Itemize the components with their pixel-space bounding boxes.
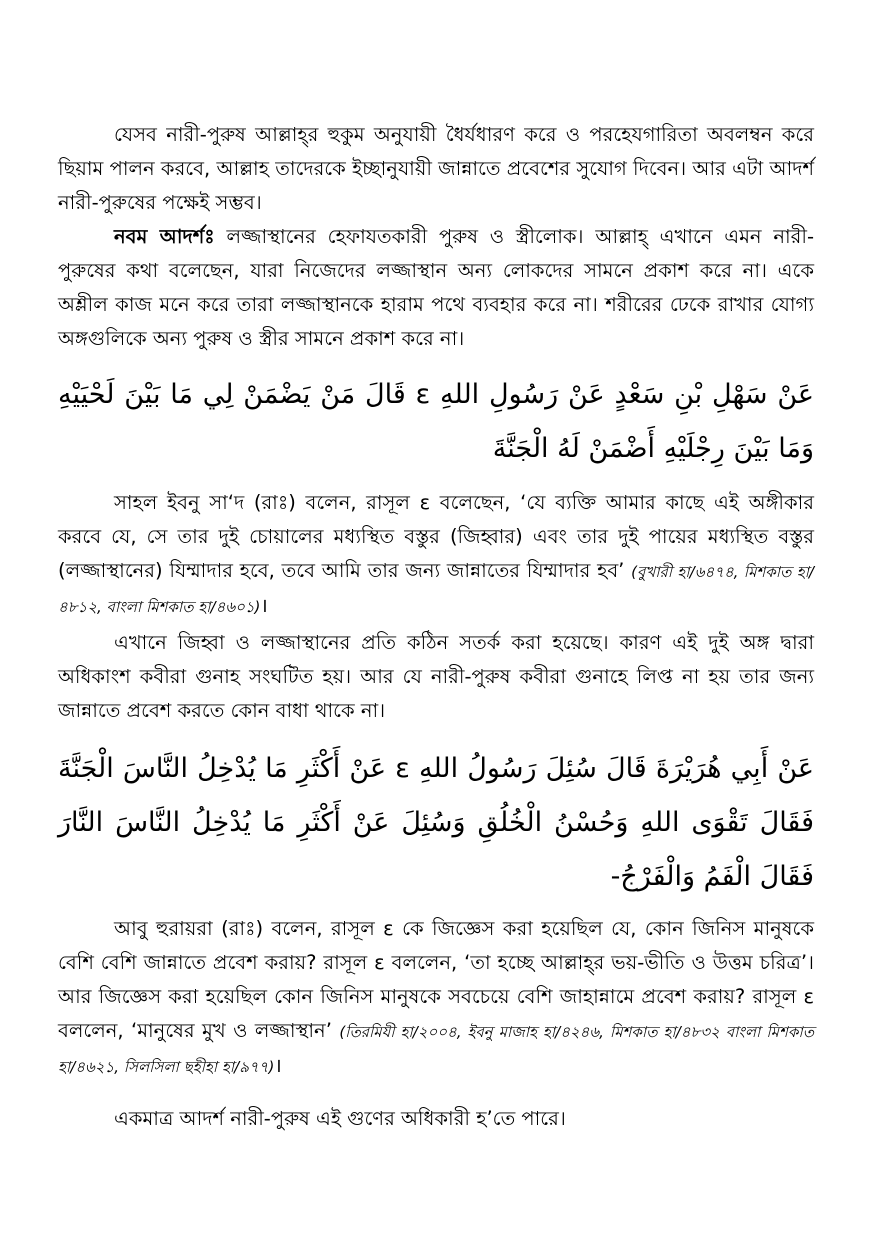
abu-hurayrah-translation-text: আবু হুরায়রা (রাঃ) বলেন, রাসূল ε কে জিজ্ঞেস করা হয়েছিল যে, কোন জিনিস মানুষকে বেশি বেশি জান্নাতে প্রবেশ করায়? রাসূল ε বললেন, ‘তা হচ্ছে আল্লাহ্‌র ভয়-ভীতি ও উত্তম চরিত্র’। আর জিজ্ঞেস করা হয়েছিল কোন জিনিস মানুষকে সবচেয়ে বেশি জাহান্নামে প্রবেশ করায়? রাসূল ε বললেন, ‘মানুষের মুখ ও লজ্জাস্থান’ <box>58 917 814 1042</box>
paragraph-sahl-translation <box>58 486 814 624</box>
paragraph-patience: যেসব নারী-পুরুষ আল্লাহ্‌র হুকুম অনুযায়ী ধৈর্যধারণ করে ও পরহেযগারিতা অবলম্বন করে ছিয়াম পালন করবে, আল্লাহ তাদেরকে ইচ্ছানুযায়ী জান্নাতে প্রবেশের সুযোগ দিবেন। আর এটা আদর্শ নারী-পুরুষের পক্ষেই সম্ভব। <box>58 123 814 214</box>
paragraph-conclusion: একমাত্র আদর্শ নারী-পুরুষ এই গুণের অধিকারী হ’তে পারে। <box>114 1107 566 1130</box>
arabic-hadith-sahl: عَنْ سَهْلِ بْنِ سَعْدٍ عَنْ رَسُولِ اللهِ ε قَالَ مَنْ يَضْمَنْ لِي مَا بَيْنَ لَحْيَيْهِ وَمَا بَيْنَ رِجْلَيْهِ أَضْمَنْ لَهُ الْجَنَّةَ <box>58 379 814 464</box>
arabic-hadith-abu-hurayrah: عَنْ أَبِي هُرَيْرَةَ قَالَ سُئِلَ رَسُولُ اللهِ ε عَنْ أَكْثَرِ مَا يُدْخِلُ النَّاسَ الْجَنَّةَ فَقَالَ تَقْوَى اللهِ وَحُسْنُ الْخُلُقِ وَسُئِلَ عَنْ أَكْثَرِ مَا يُدْخِلُ النَّاسَ النَّارَ فَقَالَ الْفَمُ وَالْفَرْجُ- <box>58 753 814 892</box>
sahl-end-mark: । <box>260 594 268 617</box>
ninth-ideal-heading: নবম আদর্শঃ <box>114 225 215 248</box>
sahl-translation-text: সাহল ইবনু সা‘দ (রাঃ) বলেন, রাসূল ε বলেছেন, ‘যে ব্যক্তি আমার কাছে এই অঙ্গীকার করবে যে, সে তার দুই চোয়ালের মধ্যস্থিত বস্তুর (জিহ্বার) এবং তার দুই পায়ের মধ্যস্থিত বস্তুর (লজ্জাস্থানের) যিম্মাদার হবে, তবে আমি তার জন্য জান্নাতের যিম্মাদার হব’ <box>58 491 814 582</box>
abu-hurayrah-citation: (তিরমিযী হা/২০০৪, ইবনু মাজাহ হা/৪২৪৬, মিশকাত হা/৪৮৩২ বাংলা মিশকাত হা/৪৬২১, সিলসিলা ছহীহা হা/৯৭৭) <box>58 1023 814 1076</box>
sahl-citation: (বুখারী হা/৬৪৭৪, মিশকাত হা/৪৮১২, বাংলা মিশকাত হা/৪৬০১) <box>58 563 814 616</box>
document-page <box>58 118 814 1136</box>
paragraph-tongue-warning: এখানে জিহ্বা ও লজ্জাস্থানের প্রতি কঠিন সতর্ক করা হয়েছে। কারণ এই দুই অঙ্গ দ্বারা অধিকাংশ কবীরা গুনাহ সংঘটিত হয়। আর যে নারী-পুরুষ কবীরা গুনাহে লিপ্ত না হয় তার জন্য জান্নাতে প্রবেশ করতে কোন বাধা থাকে না। <box>58 631 814 722</box>
paragraph-ninth-ideal <box>58 220 814 356</box>
paragraph-abu-hurayrah-translation <box>58 912 814 1084</box>
ninth-ideal-text: লজ্জাস্থানের হেফাযতকারী পুরুষ ও স্ত্রীলোক। আল্লাহ্‌ এখানে এমন নারী-পুরুষের কথা বলেছেন, যারা নিজেদের লজ্জাস্থান অন্য লোকদের সামনে প্রকাশ করে না। একে অশ্লীল কাজ মনে করে তারা লজ্জাস্থানকে হারাম পথে ব্যবহার করে না। শরীরের ঢেকে রাখার যোগ্য অঙ্গগুলিকে অন্য পুরুষ ও স্ত্রীর সামনে প্রকাশ করে না। <box>58 225 814 350</box>
abu-hurayrah-end-mark: । <box>274 1054 282 1077</box>
